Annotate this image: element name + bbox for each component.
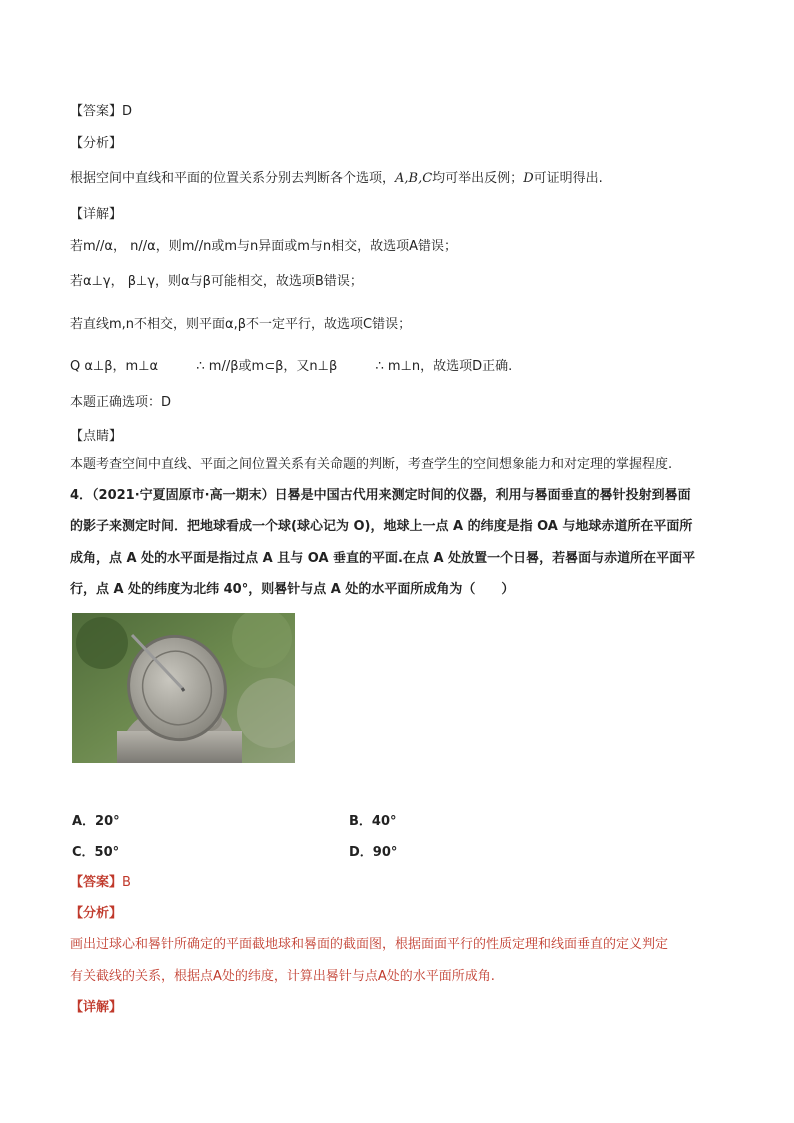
option-c: C．50° xyxy=(72,845,120,860)
detail2-label: 【详解】 xyxy=(70,1000,123,1015)
analysis2-line-1: 画出过球心和晷针所确定的平面截地球和晷面的截面图，根据面面平行的性质定理和线面垂直的定义判定 xyxy=(70,937,669,952)
option-a: A．20° xyxy=(72,814,120,829)
analysis-math-d: D xyxy=(523,171,534,186)
analysis-math-abc: A,B,C xyxy=(395,171,433,186)
analysis-label: 【分析】 xyxy=(70,136,123,151)
answer-label: 【答案】 xyxy=(70,104,123,119)
answer2-line xyxy=(70,874,131,892)
answer2-value: B xyxy=(122,875,131,890)
detail-line-4 xyxy=(70,358,512,376)
detail-line-4a: Q α⊥β，m⊥α xyxy=(70,359,159,374)
answer2-label: 【答案】 xyxy=(70,875,123,890)
question-line-2: 的影子来测定时间．把地球看成一个球(球心记为 O)，地球上一点 A 的纬度是指 OA 与地球赤道所在平面所 xyxy=(70,519,693,534)
detail-line-3: 若直线m,n不相交，则平面α,β不一定平行，故选项C错误； xyxy=(70,317,412,332)
detail-label: 【详解】 xyxy=(70,207,123,222)
analysis-text-c: 可证明得出. xyxy=(533,171,603,186)
question-line-4: 行，点 A 处的纬度为北纬 40°，则晷针与点 A 处的水平面所成角为（ ） xyxy=(70,582,515,597)
answer-value: D xyxy=(122,104,133,119)
option-d: D．90° xyxy=(349,845,398,860)
option-b: B．40° xyxy=(349,814,397,829)
analysis-text xyxy=(70,170,603,188)
answer-line xyxy=(70,103,132,121)
analysis2-label: 【分析】 xyxy=(70,906,123,921)
detail-line-1: 若m//α， n//α，则m//n或m与n异面或m与n相交，故选项A错误； xyxy=(70,239,458,254)
detail-line-4c: ∴ m⊥n，故选项D正确. xyxy=(375,359,513,374)
question-line-1: 4．（2021·宁夏固原市·高一期末）日晷是中国古代用来测定时间的仪器，利用与晷面垂直的晷针投射到晷面 xyxy=(70,488,691,503)
analysis-text-a: 根据空间中直线和平面的位置关系分别去判断各个选项， xyxy=(70,171,396,186)
detail-line-5: 本题正确选项：D xyxy=(70,395,172,410)
sundial-photo xyxy=(72,613,295,763)
analysis-text-b: 均可举出反例； xyxy=(432,171,524,186)
detail-line-4b: ∴ m//β或m⊂β，又n⊥β xyxy=(196,359,338,374)
comment-label: 【点睛】 xyxy=(70,429,123,444)
question-line-3: 成角，点 A 处的水平面是指过点 A 且与 OA 垂直的平面.在点 A 处放置一个日晷，若晷面与赤道所在平面平 xyxy=(70,551,696,566)
comment-text: 本题考查空间中直线、平面之间位置关系有关命题的判断，考查学生的空间想象能力和对定理的掌握程度. xyxy=(70,457,673,472)
detail-line-2: 若α⊥γ， β⊥γ，则α与β可能相交，故选项B错误； xyxy=(70,274,363,289)
analysis2-line-2: 有关截线的关系，根据点A处的纬度，计算出晷针与点A处的水平面所成角. xyxy=(70,969,495,984)
